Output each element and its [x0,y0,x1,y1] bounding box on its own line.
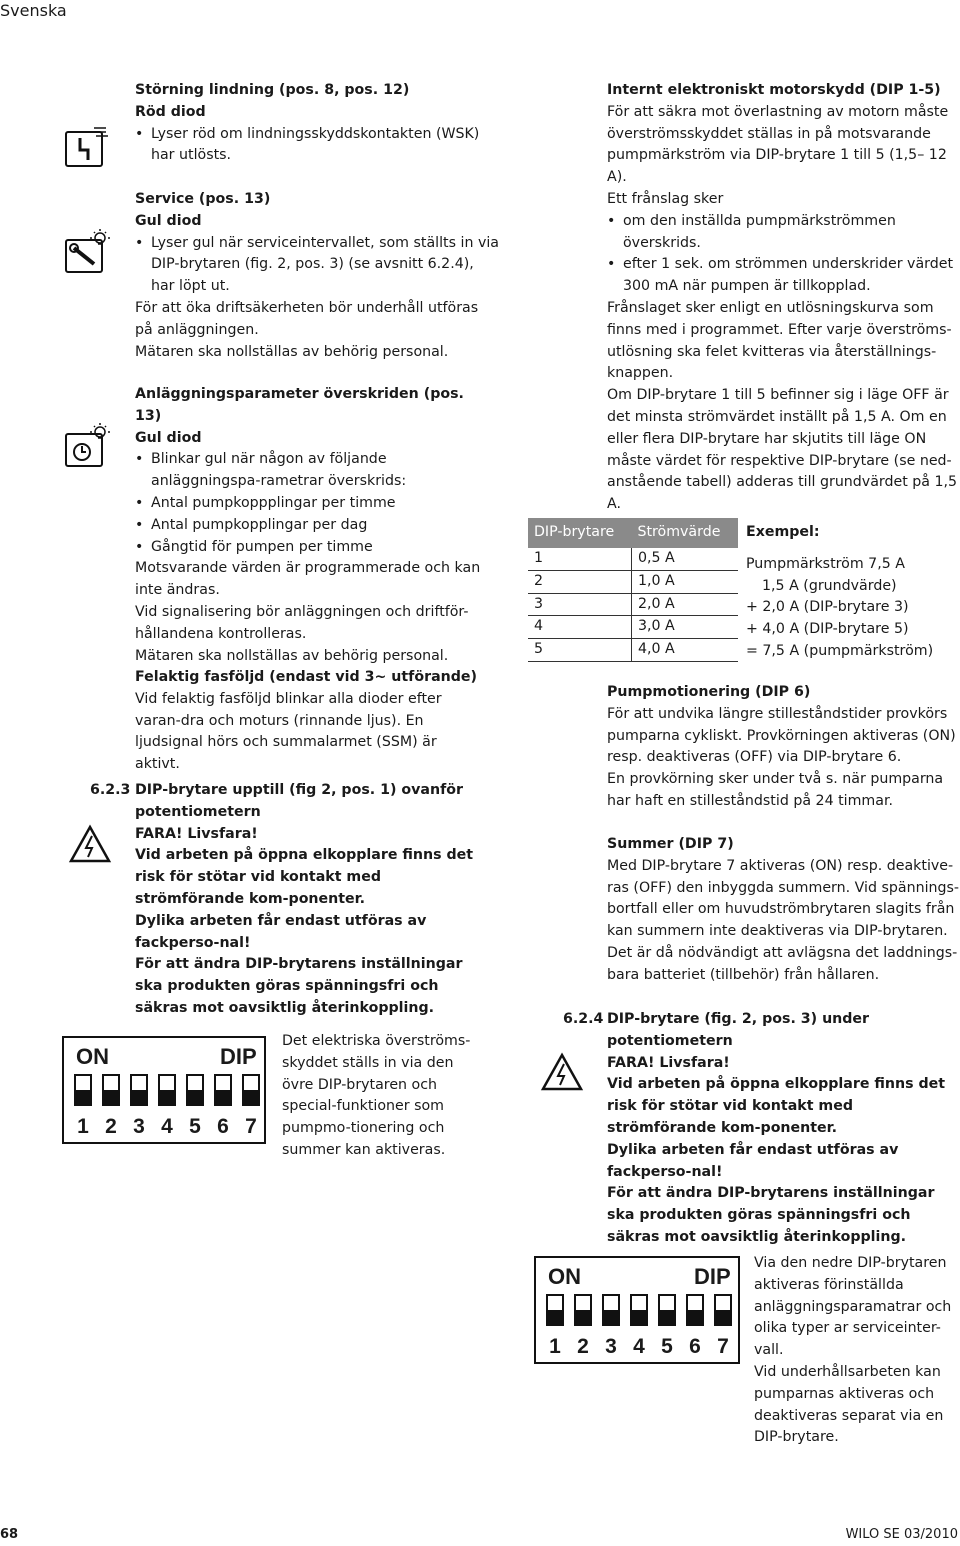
table-cell: 2,0 A [631,593,738,616]
example-title: Exempel: [746,524,820,540]
motorskydd-para2: Ett frånslag sker [607,190,724,207]
motorskydd-block [607,80,959,516]
anlaggning-para1: Motsvarande värden är programmerade och kan inte ändras. [135,560,481,599]
felaktig-title: Felaktig fasföljd (endast vid 3~ utförande) [135,669,478,685]
dip-switch [186,1074,204,1106]
warning-line: Dylika arbeten får endast utföras av fackperso-nal! [135,912,427,951]
storning-title: Störning lindning (pos. 8, pos. 12) [135,82,410,98]
dip-number: 6 [689,1335,701,1358]
table-cell: 0,5 A [631,548,738,570]
table-row [528,593,738,616]
service-para1: För att öka driftsäkerheten bör underhåll utföras på anläggningen. [135,299,479,338]
pumpmotion-body: En provkörning sker under två s. när pumparna har haft en stilleståndstid på 24 timmar. [607,771,944,809]
anlaggning-para3: Mätaren ska nollställas av behörig personal. [135,647,449,664]
service-block [135,189,500,363]
dip-number: 7 [245,1115,257,1138]
table-cell: 4 [528,616,631,639]
table-cell: 4,0 A [631,639,738,662]
anlaggning-block [135,384,495,667]
anlaggning-subbullet: • Antal pumpkopplingar per dag [135,515,495,537]
anlaggning-title: Anläggningsparameter överskriden (pos. 13) [135,386,464,424]
dip-switch [242,1074,260,1106]
dip-on-label: ON [548,1264,581,1289]
service-title: Service (pos. 13) [135,191,271,207]
anlaggning-subbullet: • Gångtid för pumpen per timme [135,537,495,559]
service-led: Gul diod [135,212,202,229]
dip-upper-caption-text: Det elektriska överströms-skyddet ställs in via den övre DIP-brytaren och special-funktioner som pumpmo-tionering och summer kan aktiveras. [282,1033,471,1158]
anlaggning-subbullet: • Antal pumpkoppplingar per timme [135,493,495,515]
dip-switch-row [74,1074,270,1106]
service-para2: Mätaren ska nollställas av behörig personal. [135,343,449,360]
summer-block [607,834,959,987]
page-number: 68 [0,1527,19,1542]
dip-label: DIP [220,1044,257,1069]
dip-switch [130,1074,148,1106]
example-line: = 7,5 A (pumpmärkström) [746,642,934,659]
dip-number: 1 [77,1115,89,1138]
motorskydd-bullet: • om den inställda pumpmärkströmmen överskrids. [607,211,959,255]
motorskydd-title: Internt elektroniskt motorskydd (DIP 1-5) [607,82,941,98]
dip-label: DIP [694,1264,731,1289]
service-wrench-icon [64,226,114,276]
dip-number: 3 [133,1115,145,1138]
section-number-623: 6.2.3 [90,782,131,798]
service-bullet: • Lyser gul när serviceintervallet, som ställts in via DIP-brytaren (fig. 2, pos. 3) (se avsnitt 6.2.4), har löpt ut. [135,233,500,298]
table-header-row [528,518,738,548]
winding-fault-icon [64,124,110,170]
dip-upper-caption [282,1031,482,1162]
table-row [528,570,738,593]
dip-number: 2 [577,1335,589,1358]
dip-switch [214,1074,232,1106]
pumpmotion-block [607,682,959,813]
table-cell: 1,0 A [631,570,738,593]
example-line: Pumpmärkström 7,5 A [746,555,905,572]
table-cell: 3,0 A [631,616,738,639]
section-623 [135,780,480,1020]
summer-body: Med DIP-brytare 7 aktiveras (ON) resp. deaktive-ras (OFF) den inbyggda summern. Vid spännings-bortfall eller om huvudströmbrytaren slagits från kan summern inte deaktiveras via DIP-brytaren. [607,857,960,940]
danger-high-voltage-icon [68,824,112,864]
dip-number: 2 [105,1115,117,1138]
example-line: + 4,0 A (DIP-brytare 5) [746,621,909,638]
table-cell: 5 [528,639,631,662]
dip-switch [574,1294,592,1326]
dip-number: 1 [549,1335,561,1358]
dip-number-row [541,1336,737,1358]
dip-number: 6 [217,1115,229,1138]
dip-switch [714,1294,732,1326]
motorskydd-bullet: • efter 1 sek. om strömmen underskrider värdet 300 mA när pumpen är tillkopplad. [607,254,959,298]
felaktig-block [135,667,485,776]
parameter-exceeded-icon [64,420,114,470]
dip-on-label: ON [76,1044,109,1069]
anlaggning-led: Gul diod [135,429,202,446]
dip-lower-caption-text: Vid underhållsarbeten kan pumparnas aktiveras och deaktiveras separat via en DIP-brytare. [754,1363,944,1446]
dip-current-table [528,518,738,662]
dip-switch [102,1074,120,1106]
dip-lower-caption-text: Via den nedre DIP-brytaren aktiveras förinställda anläggningsparamatrar och olika typer ar serviceinter-vall. [754,1255,952,1359]
anlaggning-para2: Vid signalisering bör anläggningen och driftför-hållandena kontrolleras. [135,603,469,642]
dip-number: 3 [605,1335,617,1358]
summer-title: Summer (DIP 7) [607,836,734,852]
warning-line: För att ändra DIP-brytarens inställningar ska produkten göras spänningsfri och säkras mot oavsiktlig återinkoppling. [135,956,463,1016]
dip-switch [546,1294,564,1326]
dip-number: 5 [661,1335,673,1358]
warning-line: FARA! Livsfara! [135,825,258,842]
pumpmotion-body: För att undvika längre stilleståndstider provkörs pumparna cykliskt. Provkörningen aktiveras (ON) resp. deaktiveras (OFF) via DIP-brytare 6. [607,705,956,766]
pumpmotion-title: Pumpmotionering (DIP 6) [607,684,811,700]
section-624 [607,1009,957,1249]
section-number-624: 6.2.4 [563,1011,604,1027]
example-line: 1,5 A (grundvärde) [762,577,897,594]
example-block [746,522,956,663]
storning-bullet: • Lyser röd om lindningsskyddskontakten (WSK) har utlösts. [135,124,500,168]
table-cell: 2 [528,570,631,593]
table-row [528,548,738,570]
table-header-cell: Strömvärde [631,518,738,548]
motorskydd-para4: Om DIP-brytare 1 till 5 befinner sig i läge OFF är det minsta strömvärdet inställt på 1,5 A. Om en eller flera DIP-brytare har skjutits till läge ON måste värdet för respektive DIP-brytare (se ned-anstående tabell) adderas till grundvärdet på 1,5 A. [607,387,958,513]
dip-switch [602,1294,620,1326]
dip-switch [158,1074,176,1106]
warning-line: Vid arbeten på öppna elkopplare finns det risk för stötar vid kontakt med strömförande kom-ponenter. [135,847,474,907]
table-row [528,639,738,662]
summer-body: Det är då nödvändigt att avlägsna det laddnings-bara batteriet (tillbehör) från hållaren. [607,944,958,983]
dip-switch-row [546,1294,742,1326]
warning-line: Vid arbeten på öppna elkopplare finns det risk för stötar vid kontakt med strömförande kom-ponenter. [607,1076,946,1136]
table-cell: 1 [528,548,631,570]
storning-led: Röd diod [135,103,206,120]
warning-line: Dylika arbeten får endast utföras av fackperso-nal! [607,1141,899,1180]
table-cell: 3 [528,593,631,616]
publisher-footer: WILO SE 03/2010 [845,1527,958,1542]
dip-number: 7 [717,1335,729,1358]
dip-switch-lower-diagram [534,1256,740,1364]
warning-line: FARA! Livsfara! [607,1054,730,1071]
left-column [135,80,500,167]
dip-switch [686,1294,704,1326]
warning-line: För att ändra DIP-brytarens inställningar ska produkten göras spänningsfri och säkras mot oavsiktlig återinkoppling. [607,1185,935,1245]
danger-high-voltage-icon-right [540,1052,584,1092]
felaktig-body: Vid felaktig fasföljd blinkar alla dioder efter varan-dra och moturs (rinnande ljus). En ljudsignal hörs och summalarmet (SSM) är aktivt. [135,690,442,773]
dip-switch-upper-diagram [62,1036,266,1144]
motorskydd-para1: För att säkra mot överlastning av motorn måste överströmsskyddet ställas in på motsvarande pumpmärkström via DIP-brytare 1 till 5 (1,5– 12 A). [607,103,949,186]
dip-switch [630,1294,648,1326]
dip-number: 5 [189,1115,201,1138]
dip-number: 4 [633,1335,645,1358]
section-624-title: DIP-brytare (fig. 2, pos. 3) under potentiometern [607,1011,870,1049]
section-623-title: DIP-brytare upptill (fig 2, pos. 1) ovanför potentiometern [135,782,463,820]
anlaggning-bullet: • Blinkar gul när någon av följande anläggningspa-rametrar överskrids: [135,449,495,493]
table-header-cell: DIP-brytare [528,518,631,548]
dip-switch [74,1074,92,1106]
dip-switch [658,1294,676,1326]
example-line: + 2,0 A (DIP-brytare 3) [746,599,909,616]
page-language-label: Svenska [0,1,67,20]
dip-lower-caption [754,1253,954,1449]
table-row [528,616,738,639]
motorskydd-para3: Frånslaget sker enligt en utlösningskurva som finns med i programmet. Efter varje överströms-utlösning ska felet kvitteras via återställnings-knappen. [607,299,952,382]
dip-number: 4 [161,1115,173,1138]
dip-number-row [69,1116,265,1138]
